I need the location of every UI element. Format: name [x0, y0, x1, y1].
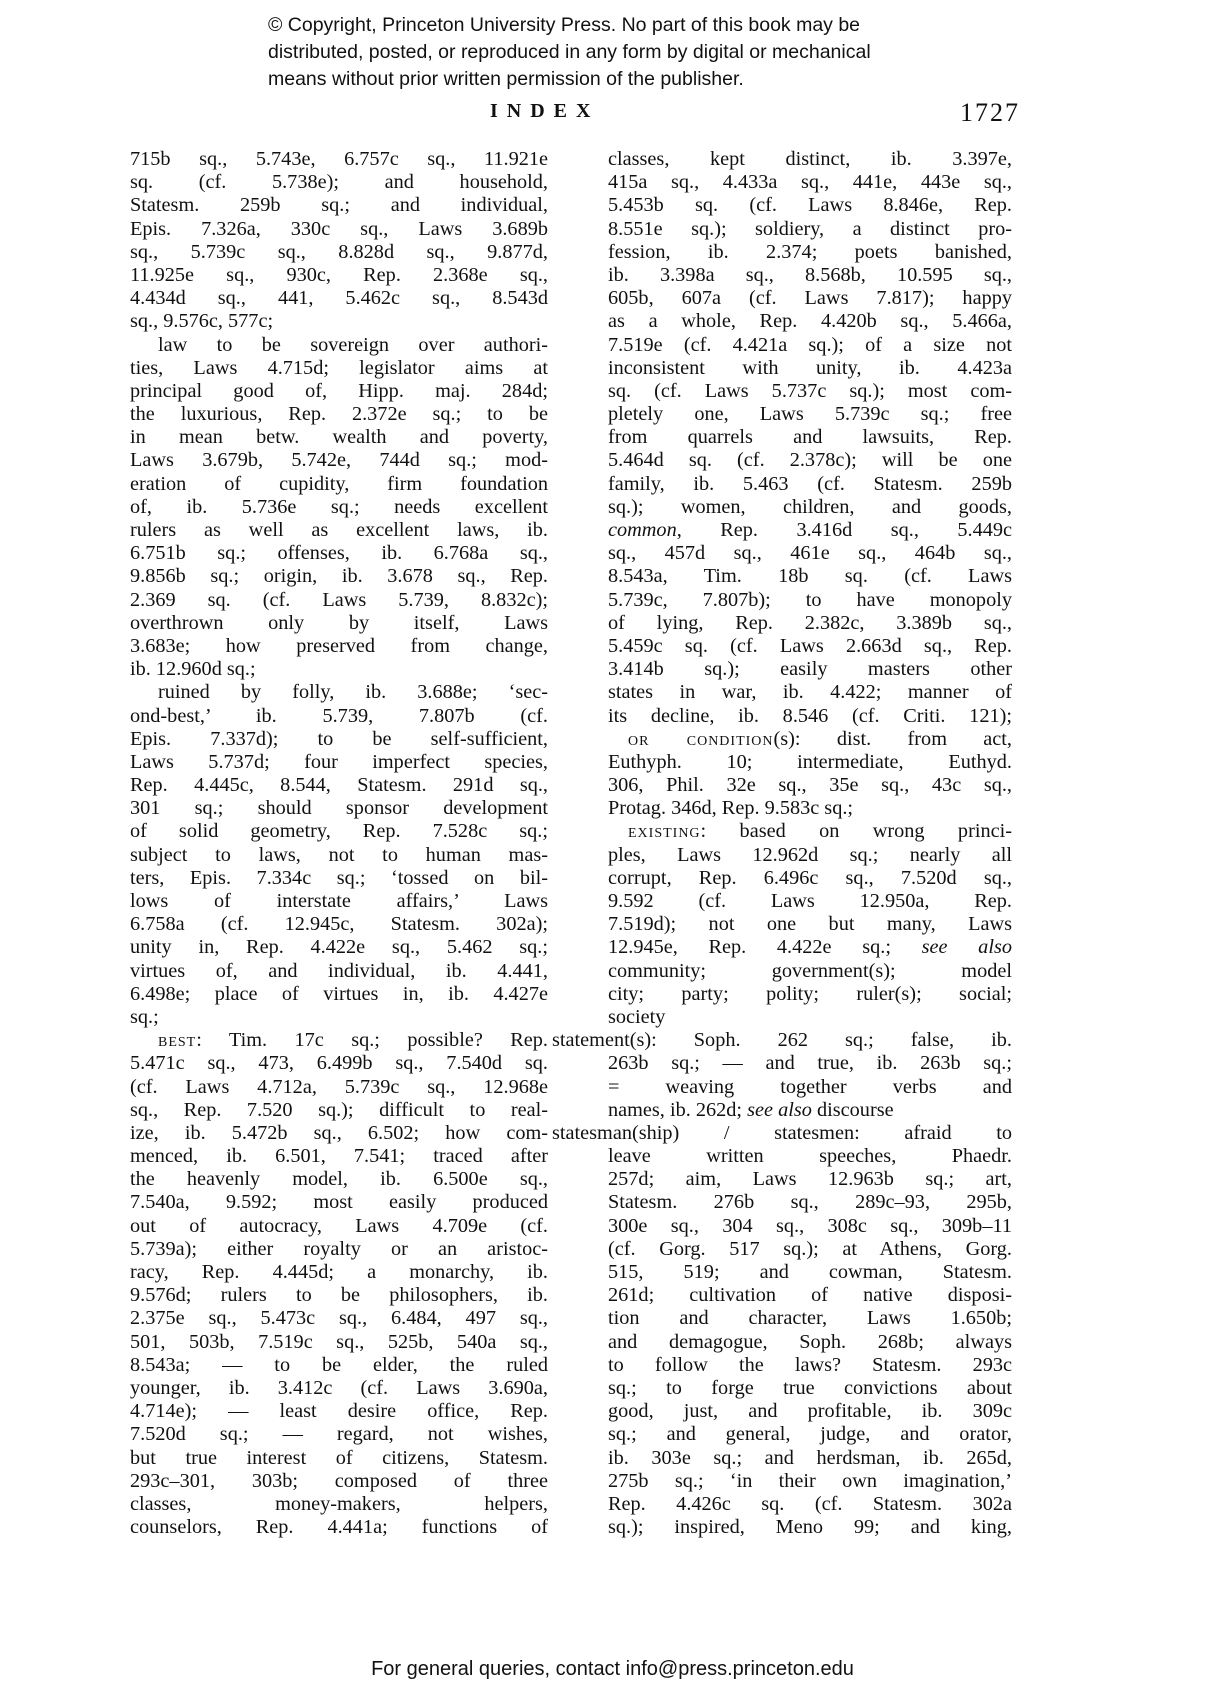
index-line: 5.739c, 7.807b); to have monopoly — [608, 588, 1012, 611]
index-line: 415a sq., 4.433a sq., 441e, 443e sq., — [608, 171, 1012, 194]
index-line: to follow the laws? Statesm. 293c — [608, 1353, 1012, 1376]
index-line: virtues of, and individual, ib. 4.441, — [130, 959, 548, 982]
footer-contact: For general queries, contact info@press.princeton.edu — [371, 1658, 854, 1680]
index-line: 7.519d); not one but many, Laws — [608, 913, 1012, 936]
index-line: 261d; cultivation of native disposi- — [608, 1284, 1012, 1307]
index-line: 8.551e sq.); soldiery, a distinct pro- — [608, 217, 1012, 240]
index-line: 3.683e; how preserved from change, — [130, 634, 548, 657]
index-line: states in war, ib. 4.422; manner of — [608, 681, 1012, 704]
index-line: sq., 5.739c sq., 8.828d sq., 9.877d, — [130, 240, 548, 263]
index-line: sq., 457d sq., 461e sq., 464b sq., — [608, 542, 1012, 565]
index-line: as a whole, Rep. 4.420b sq., 5.466a, — [608, 310, 1012, 333]
index-line: principal good of, Hipp. maj. 284d; — [130, 379, 548, 402]
index-line: counselors, Rep. 4.441a; functions of — [130, 1516, 548, 1539]
index-line: 515, 519; and cowman, Statesm. — [608, 1261, 1012, 1283]
index-line: racy, Rep. 4.445d; a monarchy, ib. — [130, 1261, 548, 1283]
subentry-label: existing — [628, 820, 701, 843]
index-line: fession, ib. 2.374; poets banished, — [608, 240, 1012, 263]
index-line: ters, Epis. 7.334c sq.; ‘tossed on bil- — [130, 866, 548, 889]
index-line: sq., Rep. 7.520 sq.); difficult to real- — [130, 1098, 548, 1121]
index-line: 2.369 sq. (cf. Laws 5.739, 8.832c); — [130, 588, 548, 611]
index-line: ib. 303e sq.; and herdsman, ib. 265d, — [608, 1446, 1012, 1469]
index-line: 293c–301, 303b; composed of three — [130, 1469, 548, 1492]
running-title: INDEX — [490, 100, 600, 122]
index-line: of, ib. 5.736e sq.; needs excellent — [130, 495, 548, 518]
italic-term: see also — [921, 936, 1012, 959]
index-line: 257d; aim, Laws 12.963b sq.; art, — [608, 1168, 1012, 1191]
index-line: Laws 3.679b, 5.742e, 744d sq.; mod- — [130, 449, 548, 472]
index-line: lows of interstate affairs,’ Laws — [130, 890, 548, 912]
index-line: Rep. 4.426c sq. (cf. Statesm. 302a — [608, 1492, 1012, 1515]
subentry-label: best — [158, 1029, 197, 1052]
index-line: sq., 9.576c, 577c; — [130, 310, 274, 333]
index-line: leave written speeches, Phaedr. — [608, 1145, 1012, 1168]
index-line: classes, kept distinct, ib. 3.397e, — [608, 148, 1012, 170]
index-line: tion and character, Laws 1.650b; — [608, 1307, 1012, 1330]
index-line: ib. 12.960d sq.; — [130, 658, 256, 681]
index-line: 6.758a (cf. 12.945c, Statesm. 302a); — [130, 913, 548, 936]
copyright-line: means without prior written permission of the publisher. — [268, 68, 744, 90]
index-line: 8.543a; — to be elder, the ruled — [130, 1353, 548, 1376]
copyright-line: © Copyright, Princeton University Press. No part of this book may be — [268, 14, 861, 36]
index-line: Rep. 4.445c, 8.544, Statesm. 291d sq., — [130, 774, 548, 797]
index-line: and demagogue, Soph. 268b; always — [608, 1330, 1012, 1353]
index-line: 300e sq., 304 sq., 308c sq., 309b–11 — [608, 1214, 1012, 1237]
index-line: corrupt, Rep. 6.496c sq., 7.520d sq., — [608, 866, 1012, 889]
index-line: 3.414b sq.); easily masters other — [608, 658, 1012, 681]
index-line: 301 sq.; should sponsor development — [130, 797, 548, 820]
index-line: sq. (cf. Laws 5.737c sq.); most com- — [608, 379, 1012, 402]
index-line: overthrown only by itself, Laws — [130, 611, 548, 634]
index-line: 7.520d sq.; — regard, not wishes, — [130, 1423, 548, 1446]
index-line: = weaving together verbs and — [608, 1075, 1012, 1098]
index-line: names, ib. 262d; see also discourse — [608, 1098, 894, 1121]
index-line: 2.375e sq., 5.473c sq., 6.484, 497 sq., — [130, 1307, 548, 1330]
index-line: 306, Phil. 32e sq., 35e sq., 43c sq., — [608, 774, 1012, 797]
page-number: 1727 — [960, 98, 1020, 127]
index-line: 7.519e (cf. 4.421a sq.); of a size not — [608, 333, 1012, 356]
index-line: 501, 503b, 7.519c sq., 525b, 540a sq., — [130, 1330, 548, 1353]
index-line: sq.; to forge true convictions about — [608, 1376, 1012, 1399]
index-line: community; government(s); model — [608, 959, 1012, 982]
index-line: Epis. 7.337d); to be self-sufficient, — [130, 727, 548, 750]
index-line: 605b, 607a (cf. Laws 7.817); happy — [608, 287, 1012, 310]
index-line: sq.); women, children, and goods, — [608, 495, 1012, 518]
index-line: 6.751b sq.; offenses, ib. 6.768a sq., — [130, 542, 548, 565]
index-line: pletely one, Laws 5.739c sq.; free — [608, 403, 1012, 426]
italic-term: common — [608, 519, 677, 541]
index-line: 5.464d sq. (cf. 2.378c); will be one — [608, 449, 1012, 472]
index-line: 11.925e sq., 930c, Rep. 2.368e sq., — [130, 263, 548, 286]
index-line: 5.471c sq., 473, 6.499b sq., 7.540d sq. — [130, 1052, 548, 1075]
index-line: 715b sq., 5.743e, 6.757c sq., 11.921e — [130, 148, 548, 170]
index-line: ples, Laws 12.962d sq.; nearly all — [608, 843, 1012, 866]
index-line: ib. 3.398a sq., 8.568b, 10.595 sq., — [608, 263, 1012, 286]
copyright-notice — [268, 12, 988, 93]
index-line: city; party; polity; ruler(s); social; — [608, 982, 1012, 1005]
index-line: 9.592 (cf. Laws 12.950a, Rep. — [608, 890, 1012, 912]
index-line: society — [608, 1005, 666, 1028]
index-column-left — [130, 148, 548, 1539]
index-line: (cf. Gorg. 517 sq.); at Athens, Gorg. — [608, 1237, 1012, 1260]
index-line: good, just, and profitable, ib. 309c — [608, 1400, 1012, 1423]
index-line: 275b sq.; ‘in their own imagination,’ — [608, 1469, 1012, 1492]
index-line: common, Rep. 3.416d sq., 5.449c — [608, 519, 1012, 541]
index-line: the heavenly model, ib. 6.500e sq., — [130, 1168, 548, 1191]
index-line: Statesm. 276b sq., 289c–93, 295b, — [608, 1191, 1012, 1214]
index-line: law to be sovereign over authori- — [158, 333, 548, 356]
index-line: of lying, Rep. 2.382c, 3.389b sq., — [608, 611, 1012, 634]
index-line: 5.459c sq. (cf. Laws 2.663d sq., Rep. — [608, 634, 1012, 657]
index-line: 9.856b sq.; origin, ib. 3.678 sq., Rep. — [130, 565, 548, 588]
index-line: 263b sq.; — and true, ib. 263b sq.; — [608, 1052, 1012, 1075]
index-line: of solid geometry, Rep. 7.528c sq.; — [130, 820, 548, 843]
index-line: 4.434d sq., 441, 5.462c sq., 8.543d — [130, 287, 548, 310]
index-line: sq. (cf. 5.738e); and household, — [130, 171, 548, 194]
index-line: 5.453b sq. (cf. Laws 8.846e, Rep. — [608, 194, 1012, 217]
index-line: 4.714e); — least desire office, Rep. — [130, 1400, 548, 1423]
index-line: Epis. 7.326a, 330c sq., Laws 3.689b — [130, 217, 548, 240]
page-header — [130, 98, 1020, 130]
index-line: in mean betw. wealth and poverty, — [130, 426, 548, 449]
index-line: 6.498e; place of virtues in, ib. 4.427e — [130, 982, 548, 1005]
index-line: (cf. Laws 4.712a, 5.739c sq., 12.968e — [130, 1075, 548, 1098]
index-line: menced, ib. 6.501, 7.541; traced after — [130, 1145, 548, 1168]
index-line: eration of cupidity, firm foundation — [130, 472, 548, 495]
index-line: 12.945e, Rep. 4.422e sq.; see also — [608, 936, 1012, 959]
index-line: sq.; and general, judge, and orator, — [608, 1423, 1012, 1446]
index-line: its decline, ib. 8.546 (cf. Criti. 121); — [608, 704, 1012, 727]
index-line: 5.739a); either royalty or an aristoc- — [130, 1237, 548, 1260]
index-line: ize, ib. 5.472b sq., 6.502; how com- — [130, 1121, 548, 1144]
index-line: from quarrels and lawsuits, Rep. — [608, 426, 1012, 449]
index-line: classes, money-makers, helpers, — [130, 1492, 548, 1515]
index-line: or condition(s): dist. from act, — [628, 727, 1012, 750]
index-line: 7.540a, 9.592; most easily produced — [130, 1191, 548, 1214]
copyright-line: distributed, posted, or reproduced in any form by digital or mechanical — [268, 41, 871, 63]
index-line: unity in, Rep. 4.422e sq., 5.462 sq.; — [130, 936, 548, 959]
index-line: Protag. 346d, Rep. 9.583c sq.; — [608, 797, 854, 820]
index-line: Euthyph. 10; intermediate, Euthyd. — [608, 750, 1012, 773]
index-line: 9.576d; rulers to be philosophers, ib. — [130, 1284, 548, 1307]
index-line: best: Tim. 17c sq.; possible? Rep. — [158, 1029, 548, 1052]
index-line: ruined by folly, ib. 3.688e; ‘sec- — [158, 681, 548, 704]
index-line: existing: based on wrong princi- — [628, 820, 1012, 843]
index-line: inconsistent with unity, ib. 4.423a — [608, 356, 1012, 379]
index-line: younger, ib. 3.412c (cf. Laws 3.690a, — [130, 1376, 548, 1399]
index-line: statement(s): Soph. 262 sq.; false, ib. — [552, 1029, 1012, 1052]
index-line: sq.); inspired, Meno 99; and king, — [608, 1516, 1012, 1539]
index-line: family, ib. 5.463 (cf. Statesm. 259b — [608, 472, 1012, 495]
index-line: Laws 5.737d; four imperfect species, — [130, 750, 548, 773]
index-line: statesman(ship) / statesmen: afraid to — [552, 1121, 1012, 1144]
index-line: 8.543a, Tim. 18b sq. (cf. Laws — [608, 565, 1012, 588]
index-line: ties, Laws 4.715d; legislator aims at — [130, 356, 548, 379]
subentry-label: or condition — [628, 727, 774, 750]
index-line: out of autocracy, Laws 4.709e (cf. — [130, 1214, 548, 1237]
index-line: Statesm. 259b sq.; and individual, — [130, 194, 548, 217]
index-line: the luxurious, Rep. 2.372e sq.; to be — [130, 403, 548, 426]
index-column-right — [552, 148, 1012, 1539]
italic-term: see also — [747, 1098, 812, 1121]
index-line: sq.; — [130, 1005, 159, 1028]
index-line: ond-best,’ ib. 5.739, 7.807b (cf. — [130, 704, 548, 727]
index-line: but true interest of citizens, Statesm. — [130, 1446, 548, 1469]
index-line: rulers as well as excellent laws, ib. — [130, 519, 548, 541]
index-line: subject to laws, not to human mas- — [130, 843, 548, 866]
